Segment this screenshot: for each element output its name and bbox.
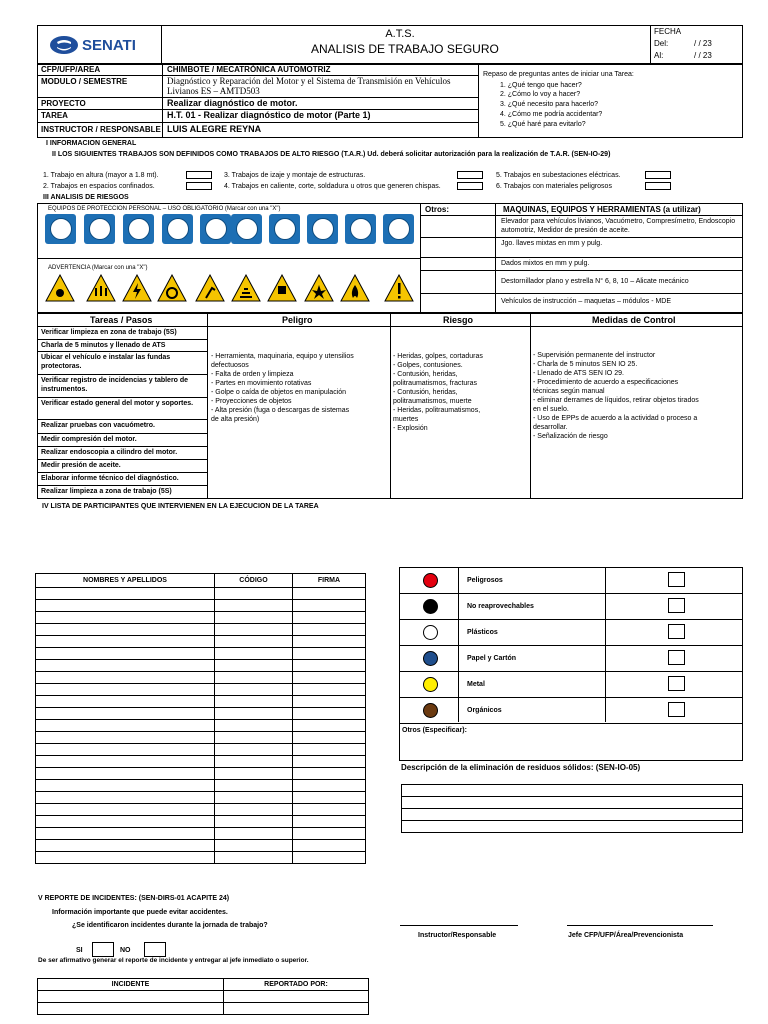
participant-row[interactable] (36, 852, 366, 864)
participant-cell[interactable] (215, 780, 293, 792)
otros-especificar: Otros (Especificar): (402, 727, 467, 734)
task-step: Verificar registro de incidencias y tablero de instrumentos. (37, 375, 207, 398)
al-label: Al: (654, 51, 664, 60)
general-warning-icon[interactable] (384, 274, 414, 302)
peligro-line: - Golpe o caída de objetos en manipulación (211, 389, 347, 396)
residuo-color-dot (423, 625, 438, 640)
hand-injury-warning-icon[interactable] (195, 274, 225, 302)
participant-cell[interactable] (293, 816, 366, 828)
participant-row[interactable] (36, 696, 366, 708)
otros-line (420, 257, 495, 258)
participant-cell[interactable] (293, 708, 366, 720)
incidentes-table (37, 978, 369, 1015)
section-2-title: II LOS SIGUIENTES TRABAJOS SON DEFINIDOS COMO TRABAJOS DE ALTO RIESGO (T.A.R.) Ud. deberá solicitar autorización para la realización de T.A.R. (SEN-IO-29) (52, 151, 611, 158)
participant-cell[interactable] (215, 660, 293, 672)
residuo-color-dot (423, 599, 438, 614)
participant-cell[interactable] (215, 684, 293, 696)
info-value-instructor: LUIS ALEGRE REYNA (167, 124, 262, 134)
peligro-line: defectuosos (211, 362, 249, 369)
tar-item-3: 3. Trabajos de izaje y montaje de estructuras. (224, 172, 366, 179)
tar-item-2: 2. Trabajos en espacios confinados. (43, 183, 155, 190)
info-label-proyecto: PROYECTO (41, 99, 86, 108)
participant-row[interactable] (36, 732, 366, 744)
participant-cell[interactable] (36, 648, 215, 660)
col-nombres: NOMBRES Y APELLIDOS (36, 574, 215, 588)
face-shield-icon[interactable] (45, 214, 76, 244)
participant-row[interactable] (36, 588, 366, 600)
col-codigo: CÓDIGO (215, 574, 293, 588)
participant-row[interactable] (36, 756, 366, 768)
header-peligro: Peligro (282, 315, 313, 325)
participant-cell[interactable] (36, 840, 215, 852)
residuo-checkbox[interactable] (668, 624, 685, 639)
riesgo-line: - Explosión (393, 425, 428, 432)
peligro-line: - Partes en movimiento rotativas (211, 380, 312, 387)
residuo-label: No reaprovechables (467, 603, 534, 610)
participant-row[interactable] (36, 624, 366, 636)
otros-line (420, 293, 495, 294)
tar-item-4: 4. Trabajos en caliente, corte, soldadura u otros que generen chispas. (224, 183, 441, 190)
maq-line (495, 237, 743, 238)
participant-cell[interactable] (215, 768, 293, 780)
task-step: Medir compresión del motor. (37, 434, 207, 447)
participant-cell[interactable] (293, 780, 366, 792)
peligro-text (211, 352, 354, 424)
riesgo-line: - Heridas, golpes, cortaduras (393, 353, 483, 360)
medidas-line: desarrollar. (533, 424, 568, 431)
hot-surface-warning-icon[interactable] (86, 274, 116, 302)
medidas-line: - Charla de 5 minutos SEN IO 25. (533, 361, 638, 368)
participant-cell[interactable] (36, 612, 215, 624)
section-4-title: IV LISTA DE PARTICIPANTES QUE INTERVIENEN EN LA EJECUCION DE LA TAREA (42, 503, 319, 510)
participant-cell[interactable] (293, 792, 366, 804)
participant-cell[interactable] (215, 600, 293, 612)
participant-cell[interactable] (293, 672, 366, 684)
participant-row[interactable] (36, 684, 366, 696)
participant-cell[interactable] (36, 720, 215, 732)
participant-cell[interactable] (36, 636, 215, 648)
maquina-item: Vehículos de instrucción – maquetas – módulos - MDE (501, 298, 672, 305)
task-step: Medir presión de aceite. (37, 460, 207, 473)
logo-cell (37, 25, 162, 64)
riesgo-line: - Contusión, heridas, (393, 371, 458, 378)
participant-cell[interactable] (36, 756, 215, 768)
residuo-color-dot (423, 651, 438, 666)
maquina-item: Elevador para vehículos livianos, Vacuómetro, Compresímetro, Endoscopio automotriz, Medidor de presión de aceite. (501, 218, 736, 234)
task-step: Verificar limpieza en zona de trabajo (5S) (37, 327, 207, 340)
info-label-instructor: INSTRUCTOR / RESPONSABLE (41, 125, 161, 134)
participant-cell[interactable] (36, 816, 215, 828)
participant-cell[interactable] (215, 804, 293, 816)
del-label: Del: (654, 39, 669, 48)
epp-label: EQUIPOS DE PROTECCION PERSONAL – USO OBLIGATORIO (Marcar con una "X") (48, 206, 281, 212)
otros-line (420, 237, 495, 238)
participant-row[interactable] (36, 840, 366, 852)
participant-row[interactable] (36, 792, 366, 804)
riesgo-line: muertes (393, 416, 419, 423)
participant-row[interactable] (36, 744, 366, 756)
tar-item-6: 6. Trabajos con materiales peligrosos (496, 183, 612, 190)
medidas-line: - Señalización de riesgo (533, 433, 608, 440)
no-checkbox[interactable] (144, 942, 166, 957)
medidas-line: - Procedimiento de acuerdo a especificaciones (533, 379, 679, 386)
participant-cell[interactable] (36, 624, 215, 636)
tar-checkbox-2[interactable] (186, 182, 212, 190)
info-value-proyecto: Realizar diagnóstico de motor. (167, 98, 298, 108)
participant-cell[interactable] (293, 684, 366, 696)
participant-row[interactable] (36, 708, 366, 720)
firma-instructor-line (400, 925, 518, 926)
tasks-col-divider (390, 313, 391, 499)
residuo-checkbox[interactable] (668, 572, 685, 587)
participant-cell[interactable] (215, 624, 293, 636)
participant-cell[interactable] (36, 696, 215, 708)
hand-protection-icon[interactable] (162, 214, 193, 244)
no-label: NO (120, 947, 131, 954)
medidas-text (533, 351, 699, 441)
participant-row[interactable] (36, 816, 366, 828)
task-step: Elaborar informe técnico del diagnóstico. (37, 473, 207, 486)
safety-shoe-icon[interactable] (231, 214, 262, 244)
medidas-line: - Supervisión permanente del instructor (533, 352, 656, 359)
toxic-warning-icon[interactable] (45, 274, 75, 302)
advertencia-label: ADVERTENCIA (Marcar con una "X") (48, 265, 148, 271)
section-1-title: I INFORMACION GENERAL (46, 140, 137, 147)
residuo-label: Peligrosos (467, 577, 503, 584)
participant-cell[interactable] (293, 648, 366, 660)
participant-cell[interactable] (293, 636, 366, 648)
otros-line (420, 270, 495, 271)
participant-cell[interactable] (215, 756, 293, 768)
explosion-warning-icon[interactable] (304, 274, 334, 302)
participant-cell[interactable] (36, 780, 215, 792)
participant-cell[interactable] (215, 720, 293, 732)
riesgo-text (393, 352, 483, 433)
medidas-line: en el suelo. (533, 406, 569, 413)
info-value-modulo: Diagnóstico y Reparación del Motor y el Sistema de Transmisión en Vehículos Livianos ES – AMTD503 (167, 76, 451, 96)
senati-logo-icon (49, 35, 79, 55)
participant-cell[interactable] (215, 696, 293, 708)
riesgo-line: politraumatismos, muerte (393, 398, 472, 405)
maq-line (495, 215, 743, 216)
incidente-cell[interactable] (38, 1003, 224, 1015)
fecha-cell (650, 25, 743, 64)
participant-cell[interactable] (215, 816, 293, 828)
residuo-row-line (399, 645, 743, 646)
task-step: Charla de 5 minutos y llenado de ATS (37, 340, 207, 352)
al-value[interactable]: / / 23 (694, 51, 712, 60)
descripcion-table (401, 784, 743, 833)
task-step: Realizar endoscopia a cilindro del motor. (37, 447, 207, 460)
participant-cell[interactable] (293, 768, 366, 780)
participant-cell[interactable] (36, 588, 215, 600)
participant-cell[interactable] (36, 684, 215, 696)
participants-table (35, 573, 366, 864)
residuo-row-line (399, 723, 743, 724)
participant-cell[interactable] (293, 732, 366, 744)
participant-cell[interactable] (293, 840, 366, 852)
ear-protection-icon[interactable] (84, 214, 115, 244)
participant-cell[interactable] (36, 804, 215, 816)
tasks-col-divider (207, 313, 208, 499)
peligro-line: - Proyecciones de objetos (211, 398, 292, 405)
riesgos-divider (420, 203, 421, 313)
otros-label: Otros: (425, 205, 449, 214)
coverall-icon[interactable] (269, 214, 300, 244)
pregunta-incidentes: ¿Se identificaron incidentes durante la jornada de trabajo? (72, 922, 268, 929)
repaso-item: 5. ¿Qué haré para evitarlo? (500, 121, 586, 128)
si-label: SI (76, 947, 83, 954)
participant-cell[interactable] (215, 612, 293, 624)
peligro-line: - Falta de orden y limpieza (211, 371, 294, 378)
participant-cell[interactable] (215, 852, 293, 864)
tar-checkbox-6[interactable] (645, 182, 671, 190)
residuo-label: Orgánicos (467, 707, 502, 714)
riesgo-line: - Heridas, politraumatismos, (393, 407, 481, 414)
participant-cell[interactable] (36, 600, 215, 612)
participant-cell[interactable] (36, 708, 215, 720)
task-step: Ubicar el vehículo e instalar las fundas protectoras. (37, 352, 207, 375)
participant-cell[interactable] (215, 636, 293, 648)
reportado-cell[interactable] (224, 1003, 369, 1015)
header-title-1: A.T.S. (385, 28, 415, 40)
participant-cell[interactable] (36, 732, 215, 744)
repaso-item: 4. ¿Cómo me podría accidentar? (500, 111, 603, 118)
participant-cell[interactable] (36, 768, 215, 780)
residuo-checkbox[interactable] (668, 676, 685, 691)
col-reportado: REPORTADO POR: (224, 979, 369, 991)
participant-row[interactable] (36, 720, 366, 732)
descripcion-row[interactable] (402, 797, 743, 809)
afirmativo-text: De ser afirmativo generar el reporte de incidente y entregar al jefe inmediato o superior. (38, 957, 309, 964)
participant-cell[interactable] (293, 720, 366, 732)
firma-instructor: Instructor/Responsable (418, 932, 497, 939)
boots-icon[interactable] (200, 214, 231, 244)
participant-cell[interactable] (215, 708, 293, 720)
header-title-2: ANALISIS DE TRABAJO SEGURO (311, 42, 499, 56)
falling-objects-warning-icon[interactable] (267, 274, 297, 302)
participant-cell[interactable] (293, 600, 366, 612)
participant-cell[interactable] (293, 696, 366, 708)
task-step: Realizar limpieza a zona de trabajo (5S) (37, 486, 207, 499)
participant-cell[interactable] (36, 828, 215, 840)
participant-cell[interactable] (215, 792, 293, 804)
medidas-line: - Llenado de ATS SEN IO 29. (533, 370, 624, 377)
participant-cell[interactable] (215, 828, 293, 840)
participant-cell[interactable] (36, 660, 215, 672)
task-step: Verificar estado general del motor y soportes. (37, 398, 207, 420)
info-value-tarea: H.T. 01 - Realizar diagnóstico de motor (Parte 1) (167, 110, 371, 120)
repaso-title: Repaso de preguntas antes de iniciar una Tarea: (483, 71, 634, 78)
electric-warning-icon[interactable] (122, 274, 152, 302)
participant-cell[interactable] (215, 732, 293, 744)
participant-cell[interactable] (215, 648, 293, 660)
section-3-title: III ANALISIS DE RIESGOS (43, 194, 129, 201)
descripcion-row[interactable] (402, 785, 743, 797)
logo-text: SENATI (82, 37, 136, 54)
medidas-line: - eliminar derrames de líquidos, retirar objetos tirados (533, 397, 699, 404)
participant-cell[interactable] (293, 852, 366, 864)
helmet-icon[interactable] (307, 214, 338, 244)
participant-cell[interactable] (36, 672, 215, 684)
residuo-color-dot (423, 677, 438, 692)
participant-row[interactable] (36, 828, 366, 840)
info-label-cfp: CFP/UFP/AREA (41, 65, 101, 74)
header-riesgo: Riesgo (443, 315, 474, 325)
participant-row[interactable] (36, 612, 366, 624)
tar-checkbox-5[interactable] (645, 171, 671, 179)
maq-line (495, 257, 743, 258)
participant-cell[interactable] (293, 744, 366, 756)
tar-item-5: 5. Trabajos en subestaciones eléctricas. (496, 172, 621, 179)
tar-checkbox-1[interactable] (186, 171, 212, 179)
descripcion-row[interactable] (402, 809, 743, 821)
participant-row[interactable] (36, 768, 366, 780)
maquinas-title: MAQUINAS, EQUIPOS Y HERRAMIENTAS (a utilizar) (503, 205, 701, 214)
si-checkbox[interactable] (92, 942, 114, 957)
peligro-line: - Herramienta, maquinaria, equipo y utensilios (211, 353, 354, 360)
residuo-checkbox[interactable] (668, 650, 685, 665)
participant-cell[interactable] (293, 624, 366, 636)
tar-checkbox-3[interactable] (457, 171, 483, 179)
tar-item-1: 1. Trabajo en altura (mayor a 1.8 mt). (43, 172, 159, 179)
info-divider-2 (478, 64, 479, 138)
participant-cell[interactable] (293, 588, 366, 600)
participant-row[interactable] (36, 804, 366, 816)
medidas-line: - Uso de EPPs de acuerdo a la actividad o proceso a (533, 415, 698, 422)
repaso-item: 2. ¿Cómo lo voy a hacer? (500, 91, 581, 98)
col-firma: FIRMA (293, 574, 366, 588)
rotating-parts-warning-icon[interactable] (157, 274, 187, 302)
header-tareas: Tareas / Pasos (90, 315, 153, 325)
gloves-icon[interactable] (123, 214, 154, 244)
riesgos-divider (495, 203, 496, 313)
del-value[interactable]: / / 23 (694, 39, 712, 48)
participant-row[interactable] (36, 780, 366, 792)
participant-cell[interactable] (293, 612, 366, 624)
col-incidente: INCIDENTE (38, 979, 224, 991)
repaso-item: 1. ¿Qué tengo que hacer? (500, 82, 582, 89)
respirator-icon[interactable] (383, 214, 414, 244)
info-importante: Información importante que puede evitar accidentes. (52, 909, 228, 916)
residuo-row-line (399, 697, 743, 698)
participant-cell[interactable] (215, 840, 293, 852)
residuo-row-line (399, 671, 743, 672)
participant-cell[interactable] (215, 588, 293, 600)
descripcion-residuos: Descripción de la eliminación de residuos sólidos: (SEN-IO-05) (401, 763, 641, 772)
info-label-tarea: TAREA (41, 111, 68, 120)
reportado-cell[interactable] (224, 991, 369, 1003)
medidas-line: técnicas según manual (533, 388, 605, 395)
flammable-warning-icon[interactable] (340, 274, 370, 302)
maq-line (495, 293, 743, 294)
participant-row[interactable] (36, 648, 366, 660)
participant-cell[interactable] (36, 852, 215, 864)
welding-mask-icon[interactable] (345, 214, 376, 244)
participant-cell[interactable] (293, 804, 366, 816)
participant-cell[interactable] (293, 828, 366, 840)
maq-line (495, 270, 743, 271)
riesgo-line: politraumatismos, fracturas (393, 380, 478, 387)
participant-row[interactable] (36, 672, 366, 684)
participant-cell[interactable] (36, 792, 215, 804)
participant-row[interactable] (36, 600, 366, 612)
residuo-checkbox[interactable] (668, 598, 685, 613)
epp-checkbox-row (45, 248, 415, 256)
fecha-label: FECHA (654, 27, 682, 36)
info-label-modulo: MODULO / SEMESTRE (41, 77, 128, 86)
repaso-item: 3. ¿Qué necesito para hacerlo? (500, 101, 599, 108)
otros-line (420, 215, 495, 216)
participant-row[interactable] (36, 660, 366, 672)
participant-cell[interactable] (293, 660, 366, 672)
tar-checkbox-4[interactable] (457, 182, 483, 190)
residuo-label: Metal (467, 681, 485, 688)
residuo-checkbox[interactable] (668, 702, 685, 717)
participant-row[interactable] (36, 636, 366, 648)
maquina-item: Destornillador plano y estrella N° 6, 8, 10 – Alicate mecánico (501, 278, 689, 285)
crush-warning-icon[interactable] (231, 274, 261, 302)
participant-cell[interactable] (293, 756, 366, 768)
residuo-label: Plásticos (467, 629, 498, 636)
maquina-item: Dados mixtos en mm y pulg. (501, 260, 590, 267)
participant-cell[interactable] (36, 744, 215, 756)
firma-jefe: Jefe CFP/UFP/Área/Prevencionista (568, 932, 684, 939)
riesgo-line: - Golpes, contusiones. (393, 362, 463, 369)
residuo-row-line (399, 593, 743, 594)
info-row-line (37, 122, 478, 123)
peligro-line: de alta presión) (211, 416, 260, 423)
participant-cell[interactable] (215, 672, 293, 684)
participant-cell[interactable] (215, 744, 293, 756)
epp-row-line (37, 258, 420, 259)
residuo-color-dot (423, 703, 438, 718)
task-step: Realizar pruebas con vacuómetro. (37, 420, 207, 434)
info-value-cfp: CHIMBOTE / MECATRÓNICA AUTOMOTRIZ (167, 65, 331, 74)
firma-jefe-line (567, 925, 713, 926)
incidente-cell[interactable] (38, 991, 224, 1003)
residuo-row-line (399, 619, 743, 620)
descripcion-row[interactable] (402, 821, 743, 833)
header-medidas: Medidas de Control (592, 315, 676, 325)
residuo-color-dot (423, 573, 438, 588)
section-5-title: V REPORTE DE INCIDENTES: (SEN-DIRS-01 ACAPITE 24) (38, 895, 230, 902)
residuo-label: Papel y Cartón (467, 655, 517, 662)
maquina-item: Jgo. llaves mixtas en mm y pulg. (501, 240, 603, 247)
tasks-col-divider (530, 313, 531, 499)
riesgo-line: - Contusión, heridas, (393, 389, 458, 396)
peligro-line: - Alta presión (fuga o descargas de sistemas (211, 407, 350, 414)
